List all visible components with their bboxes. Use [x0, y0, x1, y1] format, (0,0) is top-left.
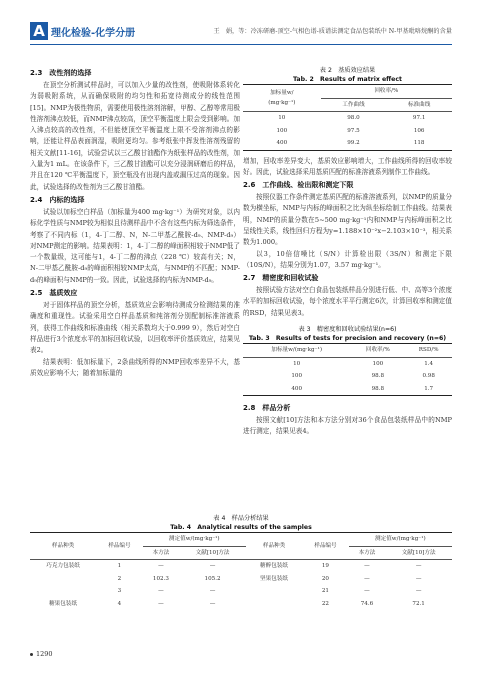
table-header-cell: 样品编号 — [96, 533, 142, 560]
table-header-cell: 样品编号 — [302, 533, 348, 560]
journal-logo-mark: A — [30, 22, 48, 40]
section-heading: 2.8 样品分析 — [243, 404, 291, 413]
right-column — [243, 66, 452, 438]
table-header-cell: 标准曲线 — [407, 101, 431, 108]
precision-recovery-table — [243, 343, 452, 396]
paragraph: 结果表明：低加标量下，2条曲线所得的NMP回收率差异不大，基质效应影响不大；随着加标量的 — [30, 357, 240, 377]
bullet-icon — [30, 653, 33, 656]
table-caption-en: Tab. 4 Analytical results of the samples — [170, 524, 312, 531]
paragraph: 对于固体样品的顶空分析，基质效应会影响待测成分检测结果的准确度和重现性。试验采用空白样品基质和纯溶剂分别配制标准溶液系列，获得工作曲线和标准曲线（相关系数均大于0.999 9），然后对空白样品进行3个浓度水平的加标回收试验，以回收率评价基质效应，结果见表2。 — [30, 301, 240, 355]
table-header-cell: 测定值w/(mg·kg⁻¹) — [349, 533, 452, 547]
table-row: 10 98.0 97.1 — [278, 115, 426, 121]
paragraph: 以3，10倍信噪比（S/N）计算检出限（3S/N）和测定下限（10S/N），结果分别为1.07，3.57 mg·kg⁻¹。 — [243, 249, 452, 269]
page-number: 1290 — [30, 650, 53, 658]
section-heading: 2.7 精密度和回收试验 — [243, 274, 319, 283]
section-heading: 2.5 基质效应 — [30, 289, 78, 298]
paragraph: 试验以加标空白样品（加标量为400 mg·kg⁻¹）为研究对象，以内标化学性质与NMP较为相似且待测样品中不含有这些内标为筛选条件，考察了不同内标（1，4-丁二醇、N，N-二甲基乙酰胺-d₉、NMP-d₉）对NMP测定的影响。结果表明：1，4-丁二醇的峰面积相较于NMP低了一个数量级，这可能与1，4-丁二醇的沸点（228 ℃）较高有关；N，N-二甲基乙酰胺-d₉的峰面积相较NMP太高，与NMP的不匹配；NMP-d₉的峰面积与NMP的一致。因此，试验选择的内标为NMP-d₉。 — [30, 207, 240, 284]
paragraph: 按照试验方法对空白食品包装纸样品分别进行低、中、高等3个浓度水平的加标回收试验，每个浓度水平平行测定6次，计算回收率和测定值的RSD，结果见表3。 — [243, 286, 452, 317]
sample-analysis-table — [30, 532, 452, 610]
paragraph: 在顶空分析测试样品时，可以加入少量的改性剂，使吸附体系转化为弱吸附系统，从而确保吸附的均匀性和拓宽待测成分的线性范围[15]。NMP为极性物质，需要使用极性溶剂溶解，甲醇、乙醇等常用极性溶剂沸点较低，而NMP沸点较高，顶空平衡温度上限会受到影响。加入沸点较高的改性剂，不但能使顶空平衡温度上限不受溶剂沸点的影响，还能让样品表面润湿，吸附更均匀。参考纸张中挥发性溶剂残留的相关文献[11-16]，试验尝试以三乙酸甘油酯作为纸张样品的改性剂，加入量为1 mL。在该条件下，三乙酸甘油酯可以充分浸润研磨后的样品，并且在120 ℃平衡温度下，顶空瓶没有出现内盖或漏压过高的现象。因此，试验选择的改性剂为三乙酸甘油酯。 — [30, 81, 240, 191]
table-4 — [30, 514, 452, 610]
table-row: 糖果包装纸 4 — — 22 74.6 72.1 — [49, 600, 425, 607]
table-3 — [243, 325, 452, 396]
page-header — [0, 0, 480, 52]
section-heading: 2.3 改性剂的选择 — [30, 69, 92, 77]
table-header-cell: 本方法 — [358, 549, 376, 556]
matrix-effect-table — [243, 84, 452, 151]
table-row: 10 100 1.4 — [293, 360, 434, 367]
section-heading: 2.6 工作曲线、检出限和测定下限 — [243, 181, 354, 190]
table-row: 2 102.3 105.2 坚果包装纸 20 — — — [117, 575, 422, 582]
table-caption-cn: 表 2 基质效应结果 — [319, 67, 376, 74]
table-row: 巧克力包装纸 1 — — 糖醉包装纸 19 — — — [46, 563, 422, 569]
table-row: 400 99.2 118 — [243, 137, 452, 150]
table-header-cell: 加标量w/ (mg·kg⁻¹) — [243, 85, 321, 112]
table-caption-cn: 表 4 样品分析结果 — [213, 515, 269, 522]
table-caption-en: Tab. 2 Results of matrix effect — [292, 76, 402, 83]
journal-logo — [30, 22, 148, 40]
table-header-cell: 测定值w/(mg·kg⁻¹) — [143, 533, 246, 547]
section-heading: 2.4 内标的选择 — [30, 195, 85, 204]
table-row: 400 98.8 1.7 — [243, 383, 452, 396]
table-header-cell: 样品种类 — [246, 533, 302, 560]
table-header-cell: 文献[10]方法 — [401, 549, 436, 556]
table-row: 100 97.5 106 — [276, 127, 425, 134]
table-header-cell: 工作曲线 — [342, 101, 365, 108]
table-header-cell: 回收率/% — [365, 347, 390, 354]
journal-name: 理化检验-化学分册 — [51, 28, 136, 39]
paragraph: 增加，回收率差异变大，基质效应影响增大，工作曲线所得的回收率较好。因此，试验选择采用基质匹配的标准溶液系列制作工作曲线。 — [243, 156, 452, 176]
running-title: 王 娟，等：冷冻研磨-顶空-气相色谱-质谱法测定食品包装纸中 N-甲基吡咯烷酮的含量 — [213, 28, 452, 35]
table-header-cell: 样品种类 — [30, 533, 96, 560]
table-row: 100 98.8 0.98 — [291, 373, 435, 380]
table-header-cell: 文献[10]方法 — [195, 549, 230, 556]
paragraph: 按照仪器工作条件测定基质匹配的标准溶液系列，以NMP的质量分数为横坐标，NMP与内标的峰面积之比为纵坐标绘制工作曲线。结果表明，NMP的质量分数在5~500 mg·kg⁻¹内和NMP与内标峰面积之比呈线性关系，线性回归方程为y=1.188×10⁻²x−2.103×10⁻³，相关系数为1.000。 — [243, 193, 452, 247]
table-row: 3 — — 21 — — — [117, 588, 422, 594]
table-header-cell: 回收率/% — [321, 85, 452, 99]
paragraph: 按照文献[10]方法和本方法分别对36个食品包装纸样品中的NMP进行测定，结果见表4。 — [243, 416, 452, 436]
table-header-cell: RSD/% — [418, 347, 439, 354]
table-header-cell: 加标量w/(mg·kg⁻¹) — [271, 347, 323, 354]
table-caption-en: Tab. 3 Results of tests for precision and recovery (n=6) — [248, 335, 447, 343]
table-caption-cn: 表 3 精密度和回收试验结果(n=6) — [298, 326, 397, 334]
table-2 — [243, 66, 452, 151]
left-column — [30, 66, 240, 379]
table-header-cell: 本方法 — [152, 549, 170, 556]
header-rule — [30, 44, 452, 45]
